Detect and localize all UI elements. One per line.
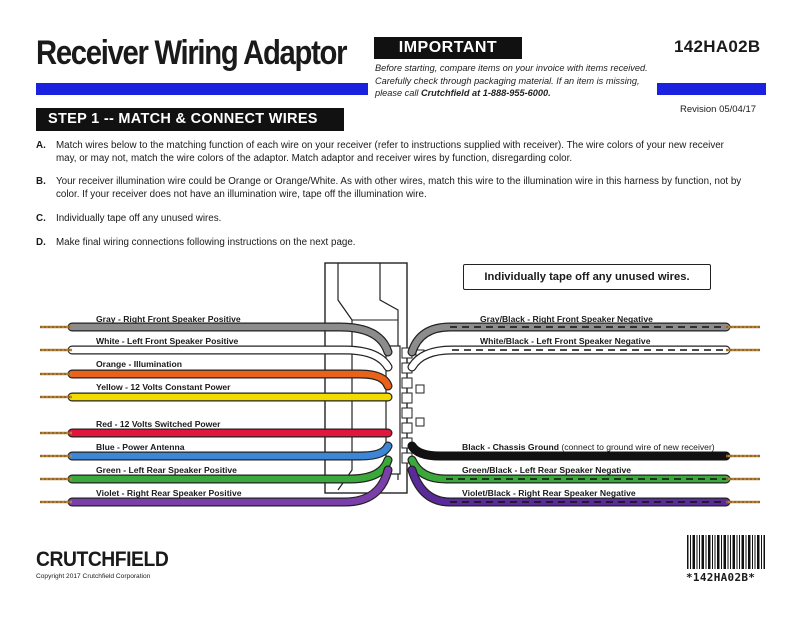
important-text bbox=[375, 62, 665, 100]
page-title: Receiver Wiring Adaptor bbox=[36, 34, 347, 72]
wire-label-orange: Orange - Illumination bbox=[96, 359, 182, 369]
instruction-text: Match wires below to the matching function of each wire on your receiver (refer to instructions supplied with receiver). The wire colors of your new receiver may, or may not, match the wire colors of the adaptor. Match adaptor and receiver wires by function, disregarding color. bbox=[56, 140, 724, 164]
tape-off-callout: Individually tape off any unused wires. bbox=[463, 264, 711, 290]
right-wires bbox=[412, 327, 760, 502]
barcode-caption: *142HA02B* bbox=[686, 571, 756, 584]
wire-label-gray: Gray - Right Front Speaker Positive bbox=[96, 314, 241, 324]
wire-white-black bbox=[412, 350, 760, 367]
instruction-letter: D. bbox=[36, 237, 46, 248]
wire-label-gray-black: Gray/Black - Right Front Speaker Negative bbox=[480, 314, 653, 324]
step-title: STEP 1 -- MATCH & CONNECT WIRES bbox=[48, 111, 318, 127]
crutchfield-logo: CRUTCHFIELD bbox=[36, 548, 169, 571]
instruction-text: Your receiver illumination wire could be Orange or Orange/White. As with other wires, match this wire to the illumination wire in this harness by function, not by color. If your receiver does not have an illumination wire, tape off the illumination wire. bbox=[56, 176, 742, 200]
instruction-d bbox=[36, 236, 756, 249]
instruction-a bbox=[36, 139, 756, 165]
wire-label-green-black: Green/Black - Left Rear Speaker Negative bbox=[462, 465, 632, 475]
wire-label-red: Red - 12 Volts Switched Power bbox=[96, 419, 221, 429]
wire-label-violet: Violet - Right Rear Speaker Positive bbox=[96, 488, 242, 498]
instruction-letter: B. bbox=[36, 176, 46, 187]
wire-label-black bbox=[462, 442, 715, 452]
instruction-text: Make final wiring connections following instructions on the next page. bbox=[56, 237, 356, 248]
wire-label-black-note: (connect to ground wire of new receiver) bbox=[558, 442, 715, 452]
wire-label-violet-black: Violet/Black - Right Rear Speaker Negative bbox=[462, 488, 636, 498]
wire-label-white-black: White/Black - Left Front Speaker Negative bbox=[480, 336, 651, 346]
important-label: IMPORTANT bbox=[374, 37, 522, 59]
important-phone: Crutchfield at 1-888-955-6000. bbox=[420, 88, 551, 98]
wire-label-yellow: Yellow - 12 Volts Constant Power bbox=[96, 382, 231, 392]
copyright-text: Copyright 2017 Crutchfield Corporation bbox=[36, 573, 151, 580]
instruction-letter: C. bbox=[36, 213, 46, 224]
wire-label-black-name: Black - Chassis Ground bbox=[462, 442, 559, 452]
wire-label-blue: Blue - Power Antenna bbox=[96, 442, 185, 452]
instruction-text: Individually tape off any unused wires. bbox=[56, 213, 222, 224]
part-number: 142HA02B bbox=[674, 37, 761, 56]
barcode-icon bbox=[687, 535, 765, 569]
important-body: Before starting, compare items on your invoice with items received. Carefully check through packaging material. If an item is missing, please call bbox=[375, 63, 648, 98]
instruction-c bbox=[36, 212, 756, 225]
revision-date: Revision 05/04/17 bbox=[680, 104, 757, 115]
wire-label-green: Green - Left Rear Speaker Positive bbox=[96, 465, 237, 475]
instruction-letter: A. bbox=[36, 140, 46, 151]
wire-label-white: White - Left Front Speaker Positive bbox=[96, 336, 239, 346]
instruction-b bbox=[36, 175, 756, 201]
